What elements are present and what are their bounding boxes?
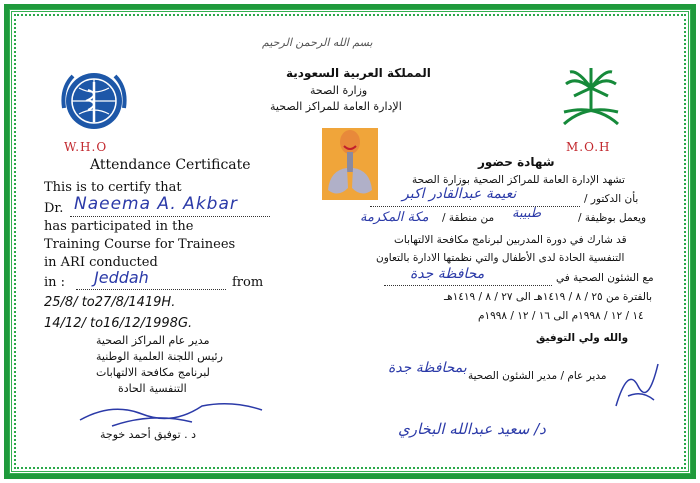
en-line-certify: This is to certify that <box>44 180 182 195</box>
name-line <box>70 216 270 217</box>
ar-region-label: من منطقة / <box>442 212 495 224</box>
ar-name-line <box>370 206 580 207</box>
respiratory-system-image <box>322 128 378 200</box>
right-signature-image <box>608 356 668 416</box>
ar-city-handwritten: محافظة جدة <box>410 266 485 282</box>
en-city-handwritten: Jeddah <box>94 268 149 287</box>
left-sig-title-2: رئيس اللجنة العلمية الوطنية <box>96 350 223 363</box>
who-emblem-icon <box>55 68 133 134</box>
en-dr-label: Dr. <box>44 201 64 216</box>
left-sig-title-1: مدير عام المراكز الصحية <box>96 334 210 347</box>
en-line-course: Training Course for Trainees <box>44 237 236 252</box>
ar-job-handwritten: طبيبة <box>512 206 542 221</box>
ar-name-handwritten: نعيمة عبدالقادر اكبر <box>402 186 517 202</box>
en-name-handwritten: Naeema A. Akbar <box>74 194 238 214</box>
header-kingdom: المملكة العربية السعودية <box>286 66 431 80</box>
left-sig-name: د . توفيق أحمد خوجة <box>100 428 197 441</box>
ar-line-respiratory: التنفسية الحادة لدى الأطفال والتي نظمتها الادارة بالتعاون <box>376 252 625 264</box>
title-ar: شهادة حضور <box>478 155 555 169</box>
ar-dr-label: بأن الدكتور / <box>584 193 639 205</box>
moh-label: M.O.H <box>566 140 611 154</box>
ar-health-affairs-label: مع الشئون الصحية في <box>556 272 654 284</box>
who-label: W.H.O <box>64 140 108 154</box>
ar-date-gregorian: ١٤ / ١٢ / ١٩٩٨م الى ١٦ / ١٢ / ١٩٩٨م <box>478 310 644 322</box>
right-sig-name-handwritten: د/ سعيد عبدالله البخاري <box>398 420 546 438</box>
title-en: Attendance Certificate <box>90 157 251 173</box>
ar-date-hijri: بالفترة من ٢٥ / ٨ / ١٤١٩هـ الى ٢٧ / ٨ / ١٤١٩هـ <box>444 291 653 303</box>
ar-line-certify: تشهد الإدارة العامة للمراكز الصحية بوزارة الصحة <box>412 174 625 186</box>
en-from-label: from <box>232 275 264 290</box>
ar-city-line <box>384 285 552 286</box>
ar-line-course: قد شارك في دورة المدربين لبرنامج مكافحة الالتهابات <box>394 234 627 246</box>
header-department: الإدارة العامة للمراكز الصحية <box>270 100 402 113</box>
en-date-hijri: 25/8/ to27/8/1419H. <box>44 295 176 310</box>
basmala: بسم الله الرحمن الرحيم <box>262 36 373 49</box>
en-in-label: in : <box>44 275 66 290</box>
right-sig-place-handwritten: بمحافظة جدة <box>388 360 467 376</box>
ar-closing: والله ولي التوفيق <box>536 332 629 344</box>
en-date-gregorian: 14/12/ to16/12/1998G. <box>44 316 193 331</box>
right-sig-label: مدير عام / مدير الشئون الصحية <box>468 370 607 382</box>
left-signature-image <box>72 392 272 432</box>
header-ministry: وزارة الصحة <box>310 84 368 97</box>
en-line-participated: has participated in the <box>44 219 194 234</box>
left-sig-title-3: لبرنامج مكافحة الالتهابات <box>96 366 210 379</box>
en-line-ari: in ARI conducted <box>44 255 158 270</box>
ar-job-label: ويعمل بوظيفة / <box>578 212 647 224</box>
moh-emblem-icon <box>556 66 626 132</box>
left-sig-title-4: التنفسية الحادة <box>118 382 187 395</box>
city-line <box>76 289 226 290</box>
ar-region-handwritten: مكة المكرمة <box>360 210 429 225</box>
